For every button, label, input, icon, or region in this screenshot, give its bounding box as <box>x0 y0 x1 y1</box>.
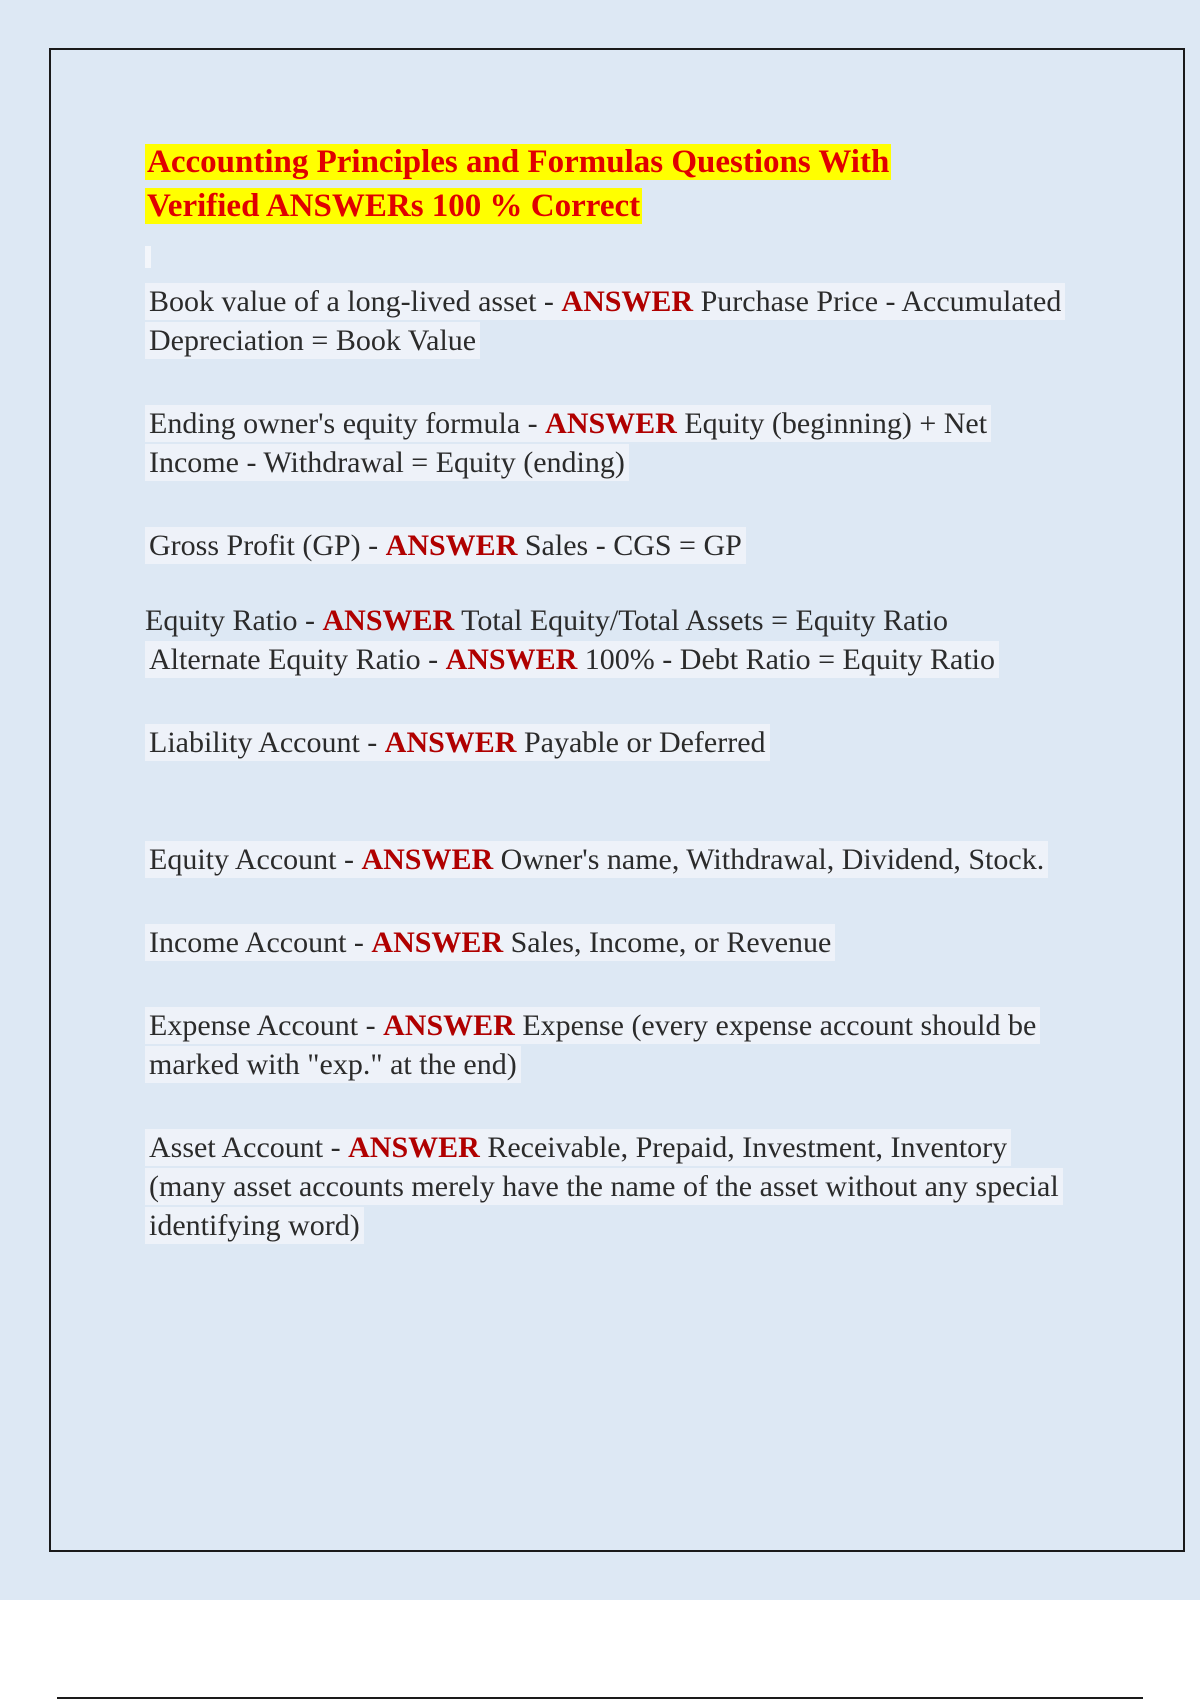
question-text: Book value of a long-lived asset - <box>149 285 562 318</box>
answer-text: Purchase Price - Accumulated Depreciation = Book Value <box>149 285 1062 357</box>
qa-item-asset-account <box>145 1128 1075 1245</box>
answer-marker: ANSWER <box>322 604 455 637</box>
answer-text: Sales - CGS = GP <box>517 529 742 562</box>
footer-rule <box>57 1697 1143 1699</box>
qa-item-income-account <box>145 923 1075 962</box>
answer-text: Expense (every expense account should be marked with "exp." at the end) <box>149 1009 1037 1081</box>
answer-marker: ANSWER <box>371 926 504 959</box>
document-title <box>145 140 1075 228</box>
qa-item-gross-profit <box>145 526 1075 565</box>
qa-item-ending-equity <box>145 404 1075 482</box>
answer-text: Owner's name, Withdrawal, Dividend, Stock. <box>493 843 1045 876</box>
question-text: Equity Account - <box>149 843 362 876</box>
document-body <box>145 140 1075 1245</box>
qa-item-alternate-equity-ratio <box>145 640 1075 679</box>
question-text: Ending owner's equity formula - <box>149 407 546 440</box>
question-text: Equity Ratio - <box>145 604 323 637</box>
question-text: Income Account - <box>149 926 372 959</box>
answer-marker: ANSWER <box>383 1009 515 1042</box>
answer-marker: ANSWER <box>385 529 518 562</box>
answer-text: Payable or Deferred <box>516 726 766 759</box>
answer-text: Sales, Income, or Revenue <box>503 926 832 959</box>
qa-item-equity-account <box>145 840 1075 879</box>
text-cursor-marker <box>145 246 151 268</box>
question-text: Asset Account - <box>149 1131 349 1164</box>
answer-text: 100% - Debt Ratio = Equity Ratio <box>577 643 995 676</box>
qa-item-book-value <box>145 282 1075 360</box>
qa-item-liability-account <box>145 723 1075 762</box>
title-line-1: Accounting Principles and Formulas Questions With <box>147 144 890 180</box>
question-text: Expense Account - <box>149 1009 384 1042</box>
question-text: Liability Account - <box>149 726 385 759</box>
question-text: Gross Profit (GP) - <box>149 529 386 562</box>
qa-item-equity-ratio <box>145 601 1075 640</box>
answer-marker: ANSWER <box>348 1131 480 1164</box>
answer-text: Equity (beginning) + Net Income - Withdrawal = Equity (ending) <box>149 407 988 479</box>
title-line-2: Verified ANSWERs 100 % Correct <box>147 188 641 224</box>
answer-marker: ANSWER <box>545 407 677 440</box>
answer-marker: ANSWER <box>361 843 494 876</box>
answer-marker: ANSWER <box>561 285 694 318</box>
answer-marker: ANSWER <box>384 726 517 759</box>
question-text: Alternate Equity Ratio - <box>149 643 446 676</box>
answer-marker: ANSWER <box>445 643 578 676</box>
answer-text: Total Equity/Total Assets = Equity Ratio <box>454 604 949 637</box>
answer-text: Receivable, Prepaid, Investment, Inventory (many asset accounts merely have the name of the asset without any special identifying word) <box>149 1131 1059 1242</box>
qa-item-expense-account <box>145 1006 1075 1084</box>
